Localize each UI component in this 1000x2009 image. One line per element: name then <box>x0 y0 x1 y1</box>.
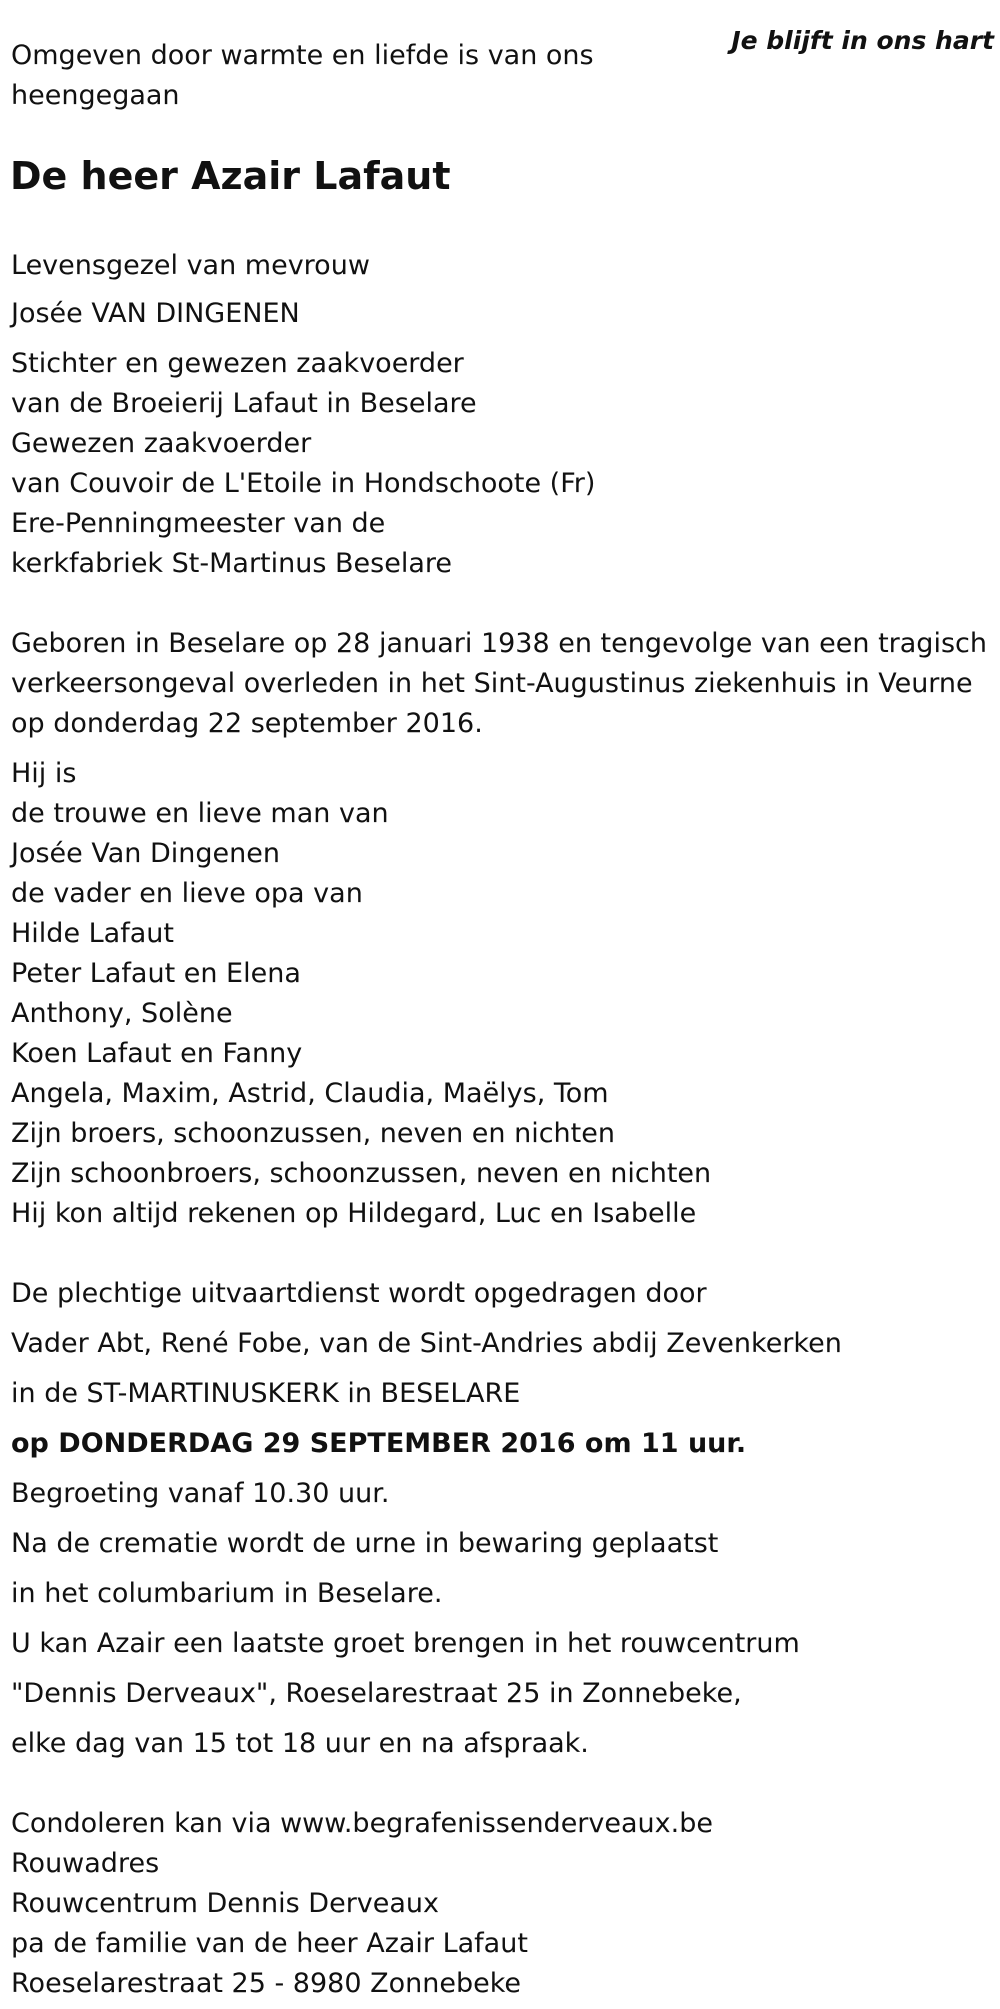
family-line: Angela, Maxim, Astrid, Claudia, Maëlys, Tom <box>11 1078 609 1109</box>
service-line: Begroeting vanaf 10.30 uur. <box>11 1478 390 1509</box>
service-line: Na de crematie wordt de urne in bewaring geplaatst <box>11 1528 719 1559</box>
contact-line: Roeselarestraat 25 - 8980 Zonnebeke <box>11 1968 521 1999</box>
family-line: Hij is <box>11 758 77 789</box>
career-line: Stichter en gewezen zaakvoerder <box>11 348 464 379</box>
family-line: de trouwe en lieve man van <box>11 798 389 829</box>
partner-line: Josée VAN DINGENEN <box>11 298 300 329</box>
intro-line: Omgeven door warmte en liefde is van ons <box>11 40 594 71</box>
contact-line: Rouwadres <box>11 1848 160 1879</box>
service-line: in het columbarium in Beselare. <box>11 1578 443 1609</box>
family-line: Zijn schoonbroers, schoonzussen, neven en nichten <box>11 1158 712 1189</box>
deceased-name: De heer Azair Lafaut <box>10 154 451 198</box>
career-line: van Couvoir de L'Etoile in Hondschoote (Fr) <box>11 468 596 499</box>
career-line: Ere-Penningmeester van de <box>11 508 386 539</box>
family-line: Josée Van Dingenen <box>11 838 280 869</box>
family-line: Zijn broers, schoonzussen, neven en nichten <box>11 1118 615 1149</box>
career-line: kerkfabriek St-Martinus Beselare <box>11 548 452 579</box>
birth-death-line: verkeersongeval overleden in het Sint-Augustinus ziekenhuis in Veurne <box>11 668 973 699</box>
partner-line: Levensgezel van mevrouw <box>11 250 370 281</box>
family-line: Hij kon altijd rekenen op Hildegard, Luc en Isabelle <box>11 1198 697 1229</box>
family-line: de vader en lieve opa van <box>11 878 363 909</box>
family-line: Koen Lafaut en Fanny <box>11 1038 303 1069</box>
service-line: Vader Abt, René Fobe, van de Sint-Andries abdij Zevenkerken <box>11 1328 842 1359</box>
service-line: in de ST-MARTINUSKERK in BESELARE <box>11 1378 521 1409</box>
birth-death-line: op donderdag 22 september 2016. <box>11 708 483 739</box>
career-line: van de Broeierij Lafaut in Beselare <box>11 388 477 419</box>
service-date-line: op DONDERDAG 29 SEPTEMBER 2016 om 11 uur. <box>11 1428 747 1459</box>
motto: Je blijft in ons hart <box>731 26 994 55</box>
intro-line: heengegaan <box>11 80 180 111</box>
service-line: "Dennis Derveaux", Roeselarestraat 25 in Zonnebeke, <box>11 1678 742 1709</box>
service-line: elke dag van 15 tot 18 uur en na afspraak. <box>11 1728 589 1759</box>
family-line: Anthony, Solène <box>11 998 233 1029</box>
service-line: De plechtige uitvaartdienst wordt opgedragen door <box>11 1278 707 1309</box>
career-line: Gewezen zaakvoerder <box>11 428 312 459</box>
contact-line: pa de familie van de heer Azair Lafaut <box>11 1928 528 1959</box>
service-line: U kan Azair een laatste groet brengen in het rouwcentrum <box>11 1628 800 1659</box>
contact-line: Rouwcentrum Dennis Derveaux <box>11 1888 440 1919</box>
family-line: Hilde Lafaut <box>11 918 174 949</box>
birth-death-line: Geboren in Beselare op 28 januari 1938 en tengevolge van een tragisch <box>11 628 987 659</box>
contact-line: Condoleren kan via www.begrafenissenderveaux.be <box>11 1808 713 1839</box>
family-line: Peter Lafaut en Elena <box>11 958 301 989</box>
